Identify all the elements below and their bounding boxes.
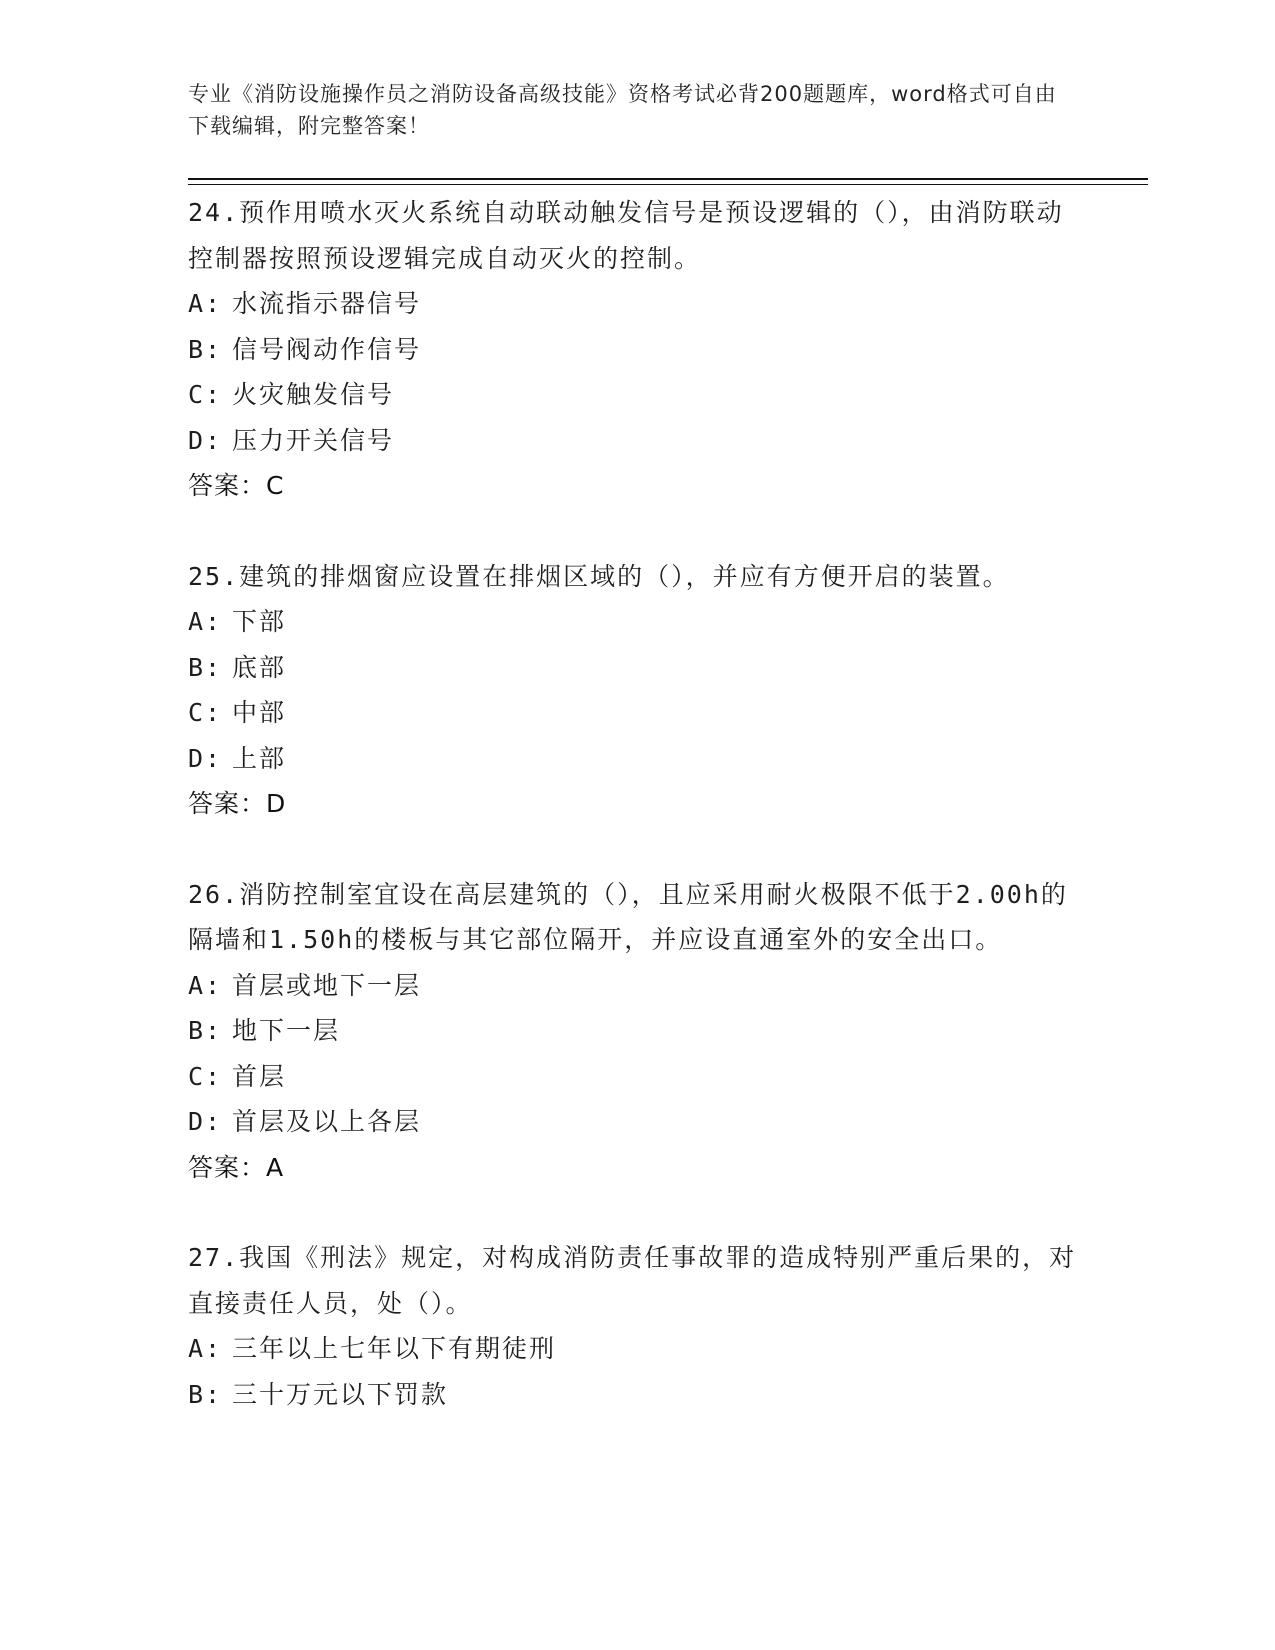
option-b [188,645,1088,691]
question-25 [188,554,1088,827]
option-c [188,372,1088,418]
option-letter: C: [188,380,223,409]
question-27 [188,1235,1088,1417]
option-d [188,418,1088,464]
option-text: 火灾触发信号 [232,380,395,409]
option-d [188,736,1088,782]
option-letter: B: [188,652,223,682]
option-letter: B: [188,1379,223,1409]
option-a [188,281,1088,327]
header-divider-thin [188,184,1148,185]
option-letter: D: [188,425,223,455]
option-text: 首层或地下一层 [232,970,422,1000]
option-letter: D: [188,743,223,773]
option-b [188,327,1088,373]
option-text: 首层 [232,1061,287,1091]
option-letter: A: [188,1334,223,1363]
option-text: 信号阀动作信号 [232,334,422,364]
option-c [188,1054,1088,1100]
question-stem: 24.预作用喷水灭火系统自动联动触发信号是预设逻辑的（），由消防联动控制器按照预设逻辑完成自动灭火的控制。 [188,198,1064,273]
option-letter: D: [188,1107,223,1136]
option-letter: C: [188,698,223,727]
header-divider-thick [188,178,1148,180]
option-letter: A: [188,607,223,636]
option-text: 三十万元以下罚款 [232,1379,449,1409]
option-a [188,599,1088,645]
option-a [188,963,1088,1009]
option-c [188,690,1088,736]
question-24 [188,190,1088,509]
option-b [188,1372,1088,1418]
document-header: 专业《消防设施操作员之消防设备高级技能》资格考试必背200题题库，word格式可自由下载编辑，附完整答案！ [188,82,1057,138]
option-text: 下部 [232,607,287,636]
option-a [188,1326,1088,1372]
answer-line: 答案：D [188,789,287,818]
question-list [188,190,1088,1462]
answer-line: 答案：A [188,1152,285,1182]
option-text: 压力开关信号 [232,425,395,455]
option-letter: A: [188,970,223,1000]
option-letter: A: [188,289,223,318]
question-stem: 27.我国《刑法》规定，对构成消防责任事故罪的造成特别严重后果的，对直接责任人员，处（）。 [188,1243,1077,1318]
question-stem: 26.消防控制室宜设在高层建筑的（），且应采用耐火极限不低于2.00h的隔墙和1.50h的楼板与其它部位隔开，并应设直通室外的安全出口。 [188,879,1068,954]
answer-line: 答案：C [188,471,285,500]
option-letter: B: [188,1016,223,1045]
question-stem: 25.建筑的排烟窗应设置在排烟区域的（），并应有方便开启的装置。 [188,561,1010,591]
option-d [188,1099,1088,1145]
option-text: 三年以上七年以下有期徒刑 [232,1334,557,1363]
question-26 [188,872,1088,1191]
option-text: 上部 [232,743,287,773]
option-letter: B: [188,334,223,364]
option-b [188,1008,1088,1054]
option-text: 地下一层 [232,1016,341,1045]
option-text: 首层及以上各层 [232,1107,422,1136]
option-text: 中部 [232,698,287,727]
option-text: 底部 [232,652,287,682]
option-text: 水流指示器信号 [232,289,422,318]
option-letter: C: [188,1061,223,1091]
